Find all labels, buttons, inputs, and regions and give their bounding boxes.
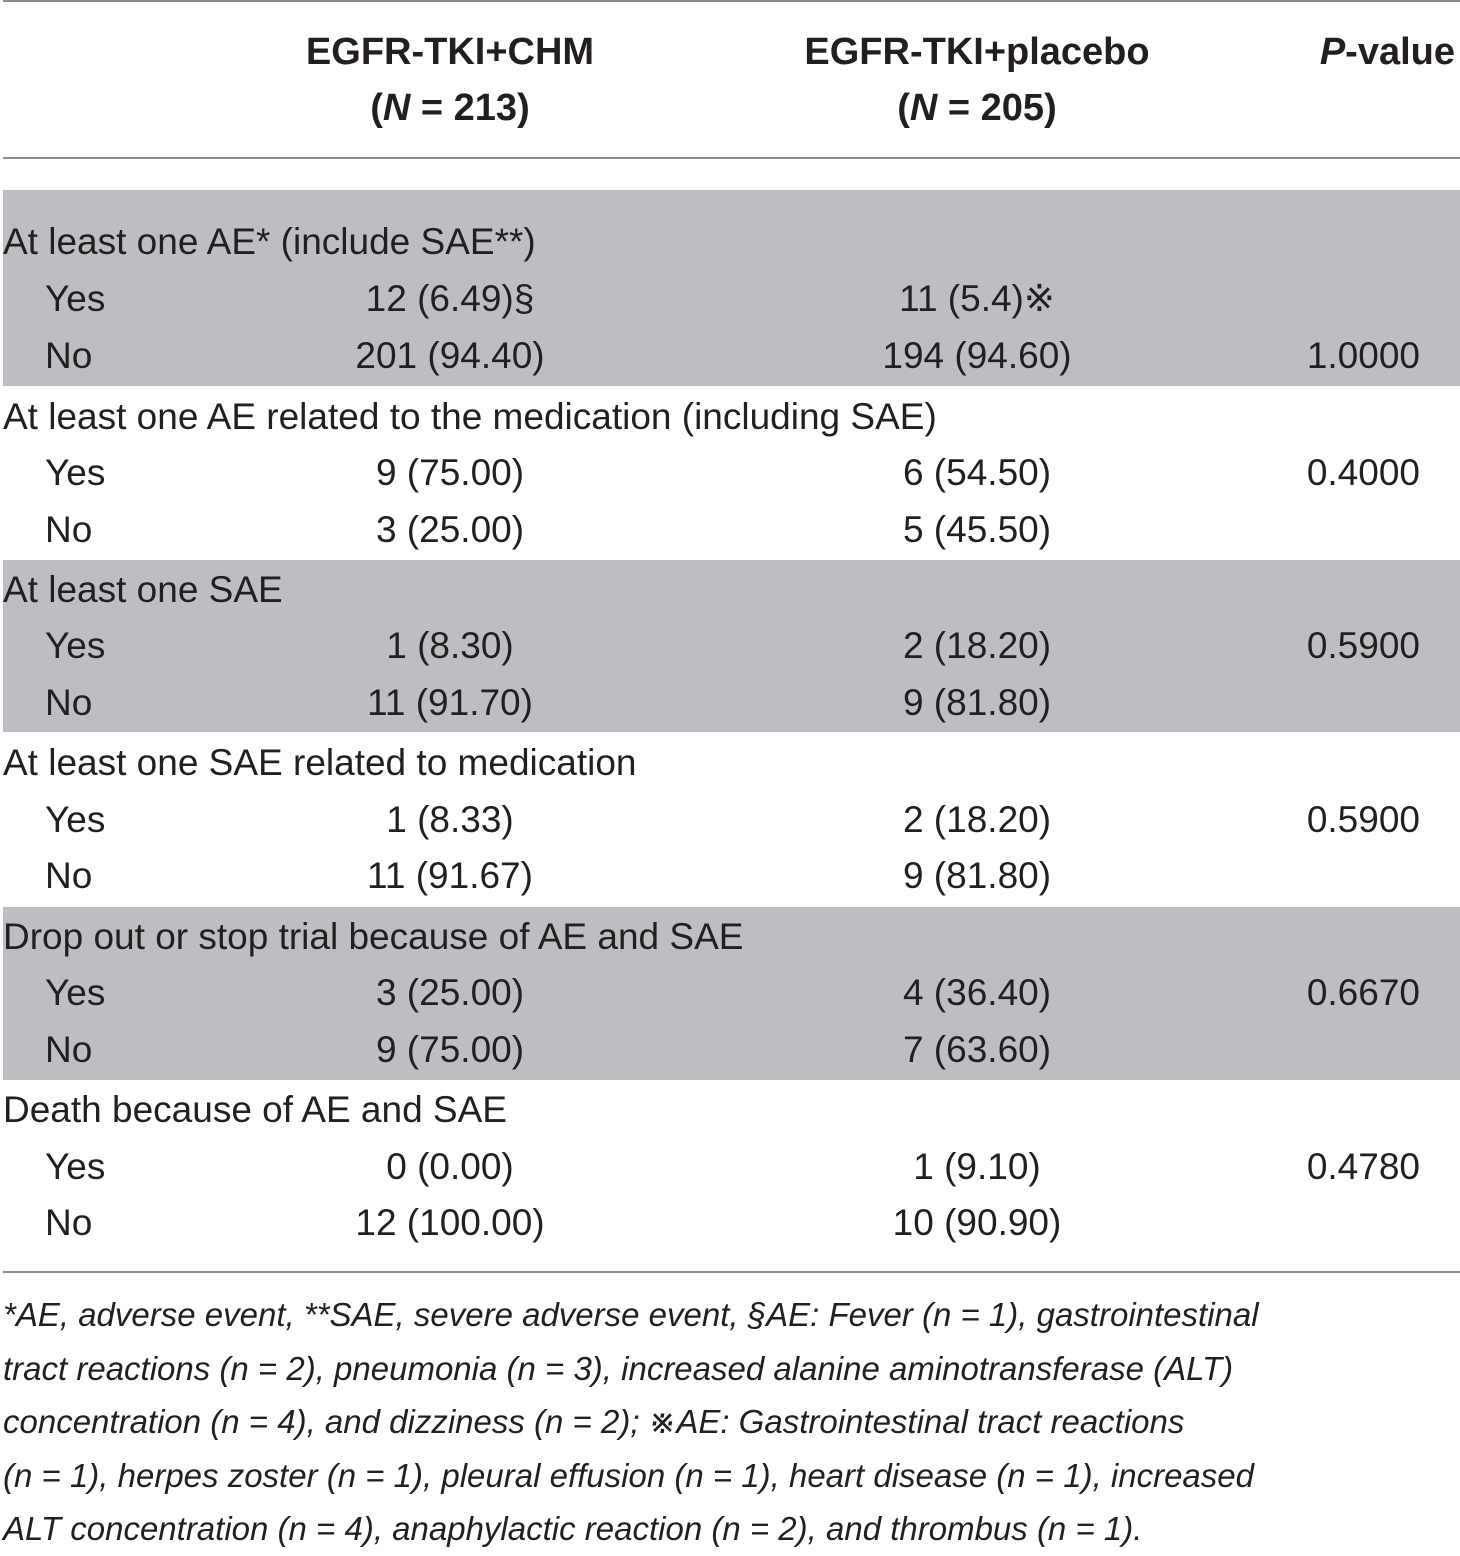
cell-chm: 201 (94.40)	[355, 335, 545, 376]
section-title: At least one AE related to the medication (including SAE)	[3, 396, 937, 437]
cell-p-value: 1.0000	[1306, 335, 1420, 376]
row-label: Yes	[45, 278, 106, 319]
cell-chm: 12 (6.49)§	[365, 278, 535, 319]
cell-chm: 9 (75.00)	[375, 452, 525, 493]
bottom-rule	[3, 1271, 1460, 1273]
header-rule	[3, 157, 1460, 159]
row-label: No	[45, 335, 93, 376]
cell-chm: 1 (8.30)	[386, 625, 514, 666]
cell-chm: 1 (8.33)	[386, 799, 514, 840]
cell-placebo: 2 (18.20)	[902, 799, 1052, 840]
row-label: Yes	[45, 452, 106, 493]
cell-chm: 11 (91.70)	[367, 682, 533, 723]
section-title: At least one AE* (include SAE**)	[3, 221, 536, 262]
col-header-p-value: P-value	[1319, 31, 1455, 73]
cell-placebo: 194 (94.60)	[882, 335, 1072, 376]
row-label: No	[45, 855, 93, 896]
cell-placebo: 11 (5.4)※	[899, 278, 1055, 319]
col-header-chm-n: (N = 213)	[370, 87, 530, 129]
row-label: Yes	[45, 1146, 106, 1187]
cell-chm: 11 (91.67)	[367, 855, 533, 896]
col-header-chm	[220, 24, 680, 136]
table-footnote	[3, 1288, 1453, 1556]
footnote-line: tract reactions (n = 2), pneumonia (n = 3), increased alanine aminotransferase (ALT)	[3, 1349, 1234, 1387]
footnote-line: concentration (n = 4), and dizziness (n = 2); ※AE: Gastrointestinal tract reactions	[3, 1403, 1185, 1441]
cell-placebo: 5 (45.50)	[902, 509, 1052, 550]
col-header-chm-title: EGFR-TKI+CHM	[305, 31, 595, 73]
col-header-placebo	[747, 24, 1207, 136]
cell-chm: 3 (25.00)	[375, 972, 525, 1013]
footnote-line: *AE, adverse event, **SAE, severe adverse event, §AE: Fever (n = 1), gastrointestinal	[3, 1296, 1259, 1333]
row-label: Yes	[45, 972, 106, 1013]
cell-placebo: 2 (18.20)	[902, 625, 1052, 666]
cell-p-value: 0.4780	[1306, 1146, 1420, 1187]
row-label: Yes	[45, 625, 106, 666]
row-label: No	[45, 1029, 93, 1070]
cell-placebo: 10 (90.90)	[892, 1202, 1062, 1243]
col-header-placebo-title: EGFR-TKI+placebo	[804, 31, 1150, 73]
cell-p-value: 0.5900	[1306, 625, 1420, 666]
row-label: No	[45, 509, 93, 550]
cell-placebo: 6 (54.50)	[902, 452, 1052, 493]
section-title: Death because of AE and SAE	[3, 1089, 507, 1130]
row-label: No	[45, 1202, 93, 1243]
cell-chm: 0 (0.00)	[386, 1146, 514, 1187]
cell-placebo: 7 (63.60)	[902, 1029, 1052, 1070]
row-label: No	[45, 682, 93, 723]
footnote-line: (n = 1), herpes zoster (n = 1), pleural effusion (n = 1), heart disease (n = 1), increased	[3, 1456, 1254, 1494]
cell-chm: 9 (75.00)	[375, 1029, 525, 1070]
row-label: Yes	[45, 799, 106, 840]
footnote-line: ALT concentration (n = 4), anaphylactic reaction (n = 2), and thrombus (n = 1).	[3, 1510, 1143, 1548]
cell-placebo: 4 (36.40)	[902, 972, 1052, 1013]
col-header-placebo-n: (N = 205)	[897, 87, 1057, 129]
section-title: At least one SAE	[3, 569, 283, 610]
top-rule	[3, 0, 1460, 2]
cell-p-value: 0.6670	[1306, 972, 1420, 1013]
cell-chm: 3 (25.00)	[375, 509, 525, 550]
cell-p-value: 0.5900	[1306, 799, 1420, 840]
cell-placebo: 1 (9.10)	[913, 1146, 1041, 1187]
cell-p-value: 0.4000	[1306, 452, 1420, 493]
cell-chm: 12 (100.00)	[355, 1202, 545, 1243]
section-title: At least one SAE related to medication	[3, 742, 637, 783]
cell-placebo: 9 (81.80)	[902, 682, 1052, 723]
section-title: Drop out or stop trial because of AE and SAE	[3, 916, 744, 957]
cell-placebo: 9 (81.80)	[902, 855, 1052, 896]
